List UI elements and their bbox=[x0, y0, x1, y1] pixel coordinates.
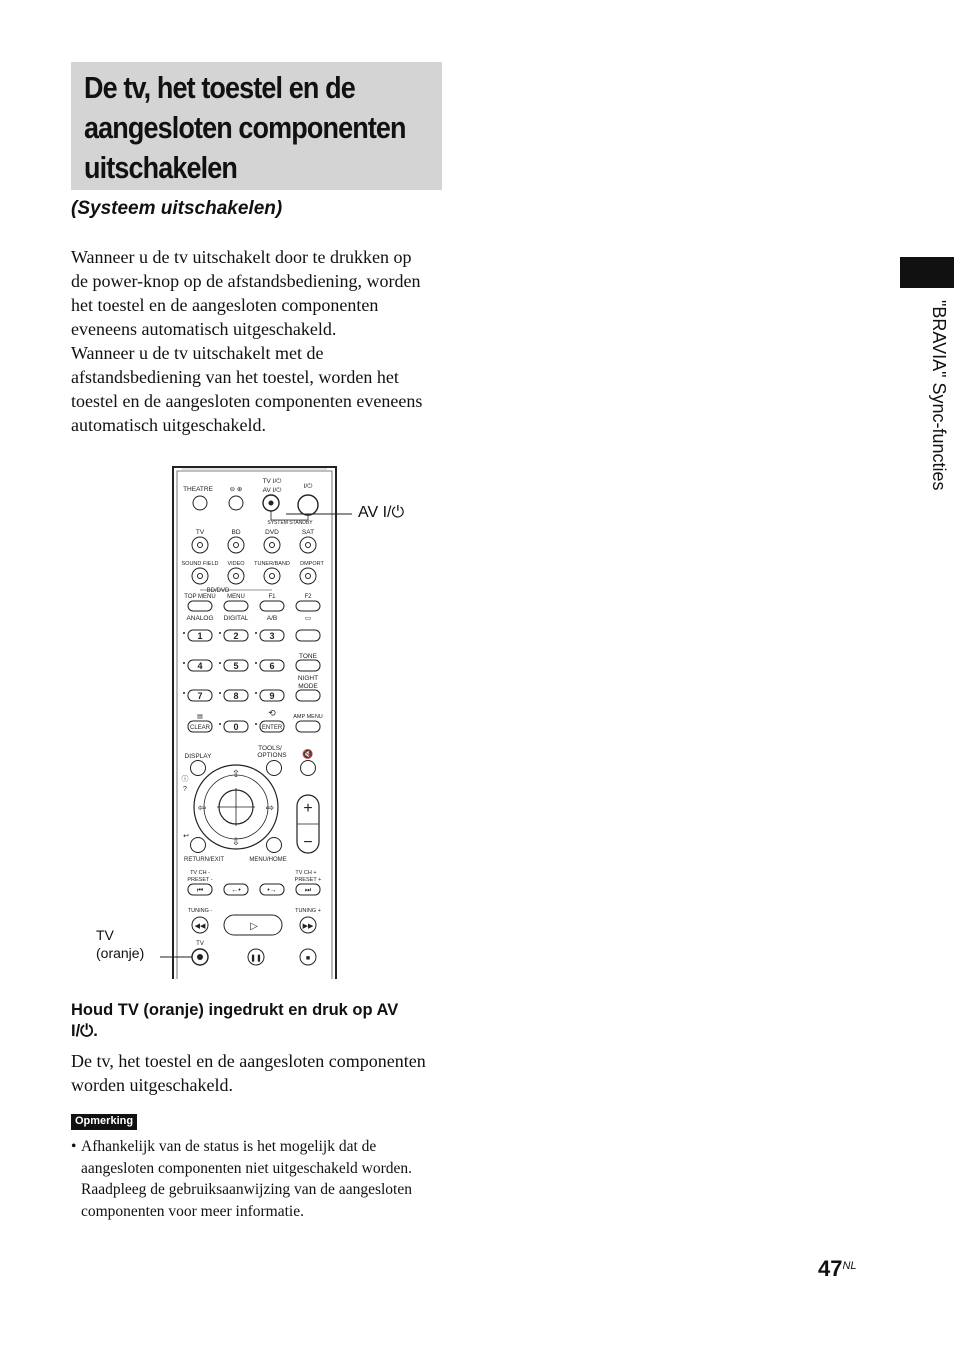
volume-down-icon: − bbox=[303, 834, 313, 851]
remote-label-tv-ch-plus: TV CH + bbox=[295, 870, 317, 876]
digit-6: 6 bbox=[269, 661, 275, 671]
remote-label-sound-field: SOUND FIELD bbox=[181, 561, 219, 567]
av-power-label: AV I/⏻ bbox=[358, 504, 405, 521]
remote-label-enter: ENTER bbox=[261, 725, 283, 731]
prev-icon: ⏮ bbox=[196, 887, 204, 894]
stop-icon: ■ bbox=[305, 955, 311, 962]
remote-label-digital: DIGITAL bbox=[223, 615, 249, 622]
advance-icon: •→ bbox=[267, 887, 277, 894]
digit-3: 3 bbox=[269, 631, 275, 641]
back-icon: ↩ bbox=[183, 833, 189, 840]
intro-line: Wanneer u de tv uitschakelt door te drukken op bbox=[71, 247, 412, 267]
note-line: aangesloten componenten niet uitgeschakeld worden. bbox=[81, 1159, 412, 1177]
repeat-icon: ⟲ bbox=[268, 708, 276, 718]
remote-label-system-standby: SYSTEM STANDBY bbox=[267, 520, 313, 526]
digit-4: 4 bbox=[197, 661, 203, 671]
result-line: worden uitgeschakeld. bbox=[71, 1075, 233, 1095]
section-side-label: "BRAVIA" Sync-functies bbox=[929, 300, 949, 491]
remote-label-tv-ch-minus: TV CH - bbox=[190, 870, 210, 876]
list-icon: ▤ bbox=[197, 714, 203, 720]
remote-label-f1: F1 bbox=[268, 594, 276, 600]
step-line-2: I/⏻. bbox=[71, 1022, 98, 1040]
remote-label-preset-plus: PRESET + bbox=[294, 877, 322, 883]
input-icon: ⊖ ⊕ bbox=[229, 486, 243, 493]
remote-label-tv-power: TV I/⏻ bbox=[262, 478, 282, 485]
remote-label-tuning-minus: TUNING - bbox=[187, 908, 213, 914]
remote-label-bd-dvd: BD/DVD bbox=[206, 588, 230, 594]
note-line: Raadpleeg de gebruiksaanwijzing van de aangesloten bbox=[81, 1181, 412, 1198]
remote-label-tools: TOOLS/ bbox=[258, 745, 282, 752]
remote-label-night: NIGHT bbox=[297, 675, 319, 682]
digit-0: 0 bbox=[233, 722, 239, 732]
note-badge: Opmerking bbox=[71, 1114, 137, 1130]
remote-label-dvd: DVD bbox=[265, 529, 279, 536]
remote-label-analog: ANALOG bbox=[186, 615, 214, 622]
remote-label-top-menu: TOP MENU bbox=[184, 594, 216, 600]
rewind-icon: ◀◀ bbox=[194, 923, 206, 930]
next-icon: ⏭ bbox=[304, 887, 312, 894]
title-line-3: uitschakelen bbox=[84, 150, 237, 185]
digit-1: 1 bbox=[197, 631, 203, 641]
title-line-2: aangesloten componenten bbox=[84, 110, 406, 145]
remote-label-tuner-band: TUNER/BAND bbox=[254, 561, 290, 567]
up-arrow-icon: ⇧ bbox=[231, 769, 241, 780]
remote-label-tone: TONE bbox=[299, 653, 317, 660]
remote-label-sat: SAT bbox=[301, 529, 315, 536]
page-number-suffix: NL bbox=[842, 1260, 857, 1272]
remote-label-clear: CLEAR bbox=[189, 725, 211, 731]
replay-icon: ←• bbox=[231, 887, 241, 894]
remote-label-options: OPTIONS bbox=[257, 752, 287, 759]
digit-5: 5 bbox=[233, 661, 239, 671]
remote-label-display: DISPLAY bbox=[184, 753, 212, 760]
result-line: De tv, het toestel en de aangesloten componenten bbox=[71, 1051, 426, 1071]
page-number-value: 47 bbox=[818, 1256, 843, 1281]
intro-line: het toestel en de aangesloten componenten bbox=[71, 295, 379, 315]
remote-label-dmport: DMPORT bbox=[300, 561, 324, 567]
intro-line: toestel en de aangesloten componenten eveneens bbox=[71, 391, 423, 411]
remote-label-tv-bottom: TV bbox=[196, 941, 204, 947]
intro-line: automatisch uitgeschakeld. bbox=[71, 415, 266, 435]
remote-label-mode: MODE bbox=[298, 683, 318, 690]
tv-orange-label bbox=[96, 926, 144, 962]
step-line-1: Houd TV (oranje) ingedrukt en druk op AV bbox=[71, 1001, 399, 1019]
fast-forward-icon: ▶▶ bbox=[302, 923, 314, 930]
title-line-1: De tv, het toestel en de bbox=[84, 70, 355, 105]
remote-label-bd: BD bbox=[231, 529, 241, 536]
intro-line: de power-knop op de afstandsbediening, worden bbox=[71, 271, 421, 291]
step-instruction bbox=[71, 1000, 451, 1042]
note-line: componenten voor meer informatie. bbox=[81, 1202, 304, 1220]
tv-label-line2: (oranje) bbox=[96, 945, 145, 961]
remote-label-tuning-plus: TUNING + bbox=[295, 908, 321, 914]
info-icon: ⓘ bbox=[181, 776, 189, 783]
remote-label-menu-home: MENU/HOME bbox=[249, 857, 287, 863]
remote-label-return-exit: RETURN/EXIT bbox=[183, 857, 225, 863]
muting-icon: 🔇 bbox=[302, 749, 314, 759]
help-icon: ? bbox=[183, 786, 187, 793]
volume-up-icon: + bbox=[303, 800, 313, 817]
intro-line: afstandsbediening van het toestel, worden het bbox=[71, 367, 399, 387]
pause-icon: ❚❚ bbox=[250, 955, 262, 962]
remote-label-tv: TV bbox=[195, 529, 205, 536]
remote-label-ab: A/B bbox=[266, 615, 278, 622]
left-arrow-icon: ⇦ bbox=[197, 803, 207, 814]
remote-label-menu: MENU bbox=[227, 594, 245, 600]
tv-label-line1: TV bbox=[96, 927, 114, 943]
right-arrow-icon: ⇨ bbox=[265, 803, 275, 814]
digit-7: 7 bbox=[197, 691, 203, 701]
intro-line: Wanneer u de tv uitschakelt met de bbox=[71, 343, 324, 363]
remote-label-power: I/⏻ bbox=[303, 483, 313, 490]
digit-9: 9 bbox=[269, 691, 275, 701]
remote-label-amp-menu: AMP MENU bbox=[293, 714, 323, 720]
digit-2: 2 bbox=[233, 631, 239, 641]
page-number bbox=[818, 1256, 857, 1282]
note-bullet: • bbox=[71, 1138, 77, 1155]
down-arrow-icon: ⇩ bbox=[231, 837, 241, 848]
digit-8: 8 bbox=[233, 691, 239, 701]
remote-label-f2: F2 bbox=[304, 594, 312, 600]
subtitle: (Systeem uitschakelen) bbox=[71, 198, 283, 219]
remote-label-av-power: AV I/⏻ bbox=[262, 487, 282, 494]
intro-line: eveneens automatisch uitgeschakeld. bbox=[71, 319, 337, 339]
remote-label-video: VIDEO bbox=[227, 561, 245, 567]
play-icon: ▷ bbox=[250, 921, 258, 932]
note-line: Afhankelijk van de status is het mogelijk dat de bbox=[81, 1138, 377, 1155]
remote-label-theatre: THEATRE bbox=[183, 486, 213, 493]
subtitle-icon: ▭ bbox=[304, 615, 312, 622]
remote-label-preset-minus: PRESET - bbox=[187, 877, 213, 883]
section-tab-marker bbox=[900, 257, 954, 288]
